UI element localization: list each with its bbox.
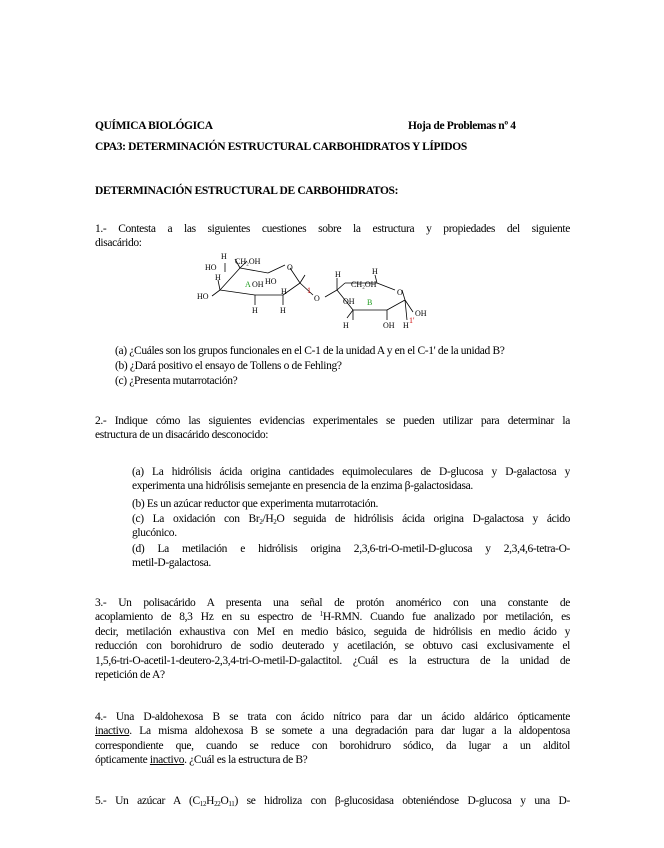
fig-carbon-1: 1 [307,286,311,295]
q5-sub-c: 12 [199,800,207,808]
fig-ho-a3: HO [265,277,277,286]
q2-intro-line1: 2.- Indique cómo las siguientes evidencias experimentales se pueden utilizar para determinar la [95,415,570,427]
q2-item-c-line2: glucónico. [132,527,177,540]
fig-h-a4: H [215,273,221,282]
fig-oh-a: OH [252,280,264,289]
fig-o-glycosidic: O [314,294,320,303]
q2-item-d-line1: (d) La metilación e hidrólisis origina 2,3,6-tri-O-metil-D-glucosa y 2,3,4,6-tetra-O- [132,543,570,555]
fig-oh-b1: OH [415,309,427,318]
fig-o-ring-b: O [397,288,403,297]
q1-item-c: (c) ¿Presenta mutarrotación? [115,375,238,387]
q3-text [95,596,570,682]
q3-line3: decir, metilación exhaustiva con MeI en medio básico, seguida de hidrólisis en medio ácido y [95,625,570,638]
fig-unit-b: B [367,298,373,307]
q5-mid2: O [220,795,229,807]
q2-item-d-line2: metil-D-galactosa. [132,557,211,570]
q2-c-sub2: 2 [273,518,277,526]
fig-ch2oh-b: CH₂OH [351,280,377,289]
q5-mid1: H [206,795,215,807]
fig-ho-a4: HO [197,292,209,301]
fig-h-a2: H [280,306,286,315]
q4-line2-rest: . La misma aldohexosa B se somete a una degradación para dar lugar a la aldopentosa [129,725,570,738]
fig-oh-b3: OH [343,297,355,306]
q2-item-d [132,542,570,571]
q1-intro-line1: 1.- Contesta a las siguientes cuestiones sobre la estructura y propiedades del siguiente [95,223,570,235]
fig-h-b5: H [372,267,378,276]
q5-line1 [95,794,570,808]
q2-item-a-line1: (a) La hidrólisis ácida origina cantidades equimoleculares de D-glucosa y D-galactosa y [132,466,570,478]
q4-line4-post: . ¿Cuál es la estructura de B? [184,754,308,767]
q2-c-post: O seguida de hidrólisis ácida origina D-galactosa y ácido [276,513,570,525]
fig-oh-b2: OH [383,321,395,330]
q2-c-mid: /H [262,513,274,525]
q5-sub-o: 11 [228,800,235,808]
q3-sup: 1 [319,610,323,619]
q1-item-b: (b) ¿Dará positivo el ensayo de Tollens o de Fehling? [115,360,342,372]
fig-h-a3: H [252,306,258,315]
fig-h-a1: H [281,287,287,296]
fig-h: H [221,252,227,261]
q2-item-a [132,465,570,494]
q1-intro-line2: disacárido: [95,237,142,250]
q5-pre: 5.- Un azúcar A (C [95,795,200,807]
fig-unit-a: A [245,280,251,289]
q3-line1: 3.- Un polisacárido A presenta una señal de protón anomérico con una constante de [95,597,570,609]
q4-line4-underlined: inactivo [149,754,185,767]
fig-carbon-1prime: 1' [409,316,415,325]
q2-c-pre: (c) La oxidación con Br [132,513,260,525]
q2-item-b: (b) Es un azúcar reductor que experimenta mutarrotación. [132,498,379,510]
course-title: QUÍMICA BIOLÓGICA [95,120,213,132]
q4-line3: correspondiente que, cuando se reduce con borohidruro sódico, da lugar a un alditol [95,739,570,752]
fig-o-ring-a: O [287,263,293,272]
q5-post: ) se hidroliza con β-glucosidasa obteniéndose D-glucosa y una D- [234,795,570,807]
q2-item-c [132,512,570,541]
q1-intro [95,222,570,251]
fig-h-b3: H [343,321,349,330]
q3-line2 [95,610,570,624]
fig-ho-a: HO [205,263,217,272]
section-title: DETERMINACIÓN ESTRUCTURAL DE CARBOHIDRATOS: [95,185,399,197]
q5-sub-h: 22 [214,800,221,808]
q4-text [95,710,570,768]
q4-line1: 4.- Una D-aldohexosa B se trata con ácido nítrico para dar un ácido aldárico ópticamente [95,711,570,723]
q3-line2-pre: acoplamiento de 8,3 Hz en su espectro de [95,611,320,624]
sheet-number: Hoja de Problemas nº 4 [408,120,516,132]
q3-line6: repetición de A? [95,668,165,681]
q4-line4 [95,753,570,767]
disaccharide-structure [195,250,455,335]
q2-intro-line2: estructura de un disacárido desconocido: [95,429,269,442]
q2-c-sub1: 2 [259,518,263,526]
q5-text [95,794,570,808]
q3-line4: reducción con borohidruro de sodio deuterado y acetilación, se obtuvo casi exclusivamente el [95,640,570,653]
q2-intro [95,414,570,443]
q4-line4-pre: ópticamente [95,754,150,767]
q2-item-a-line2: experimenta una hidrólisis semejante en presencia de la enzima β-galactosidasa. [132,480,473,493]
fig-h-b1: H [403,321,409,330]
fig-ch2oh-a: CH₂OH [235,257,261,266]
q1-item-a: (a) ¿Cuáles son los grupos funcionales en el C-1 de la unidad A y en el C-1' de la unidad B? [115,345,505,357]
fig-h-b4: H [335,270,341,279]
q4-line2-underlined: inactivo [95,725,130,738]
q3-line2-post: H-RMN. Cuando fue analizado por metilación, es [322,611,570,624]
q4-line2 [95,724,570,738]
q2-item-c-line1 [132,512,570,526]
q3-line5: 1,5,6-tri-O-acetil-1-deutero-2,3,4-tri-O-metil-D-galactitol. ¿Cuál es la estructura de la unidad de [95,654,570,667]
topic-title: CPA3: DETERMINACIÓN ESTRUCTURAL CARBOHIDRATOS Y LÍPIDOS [95,141,467,153]
